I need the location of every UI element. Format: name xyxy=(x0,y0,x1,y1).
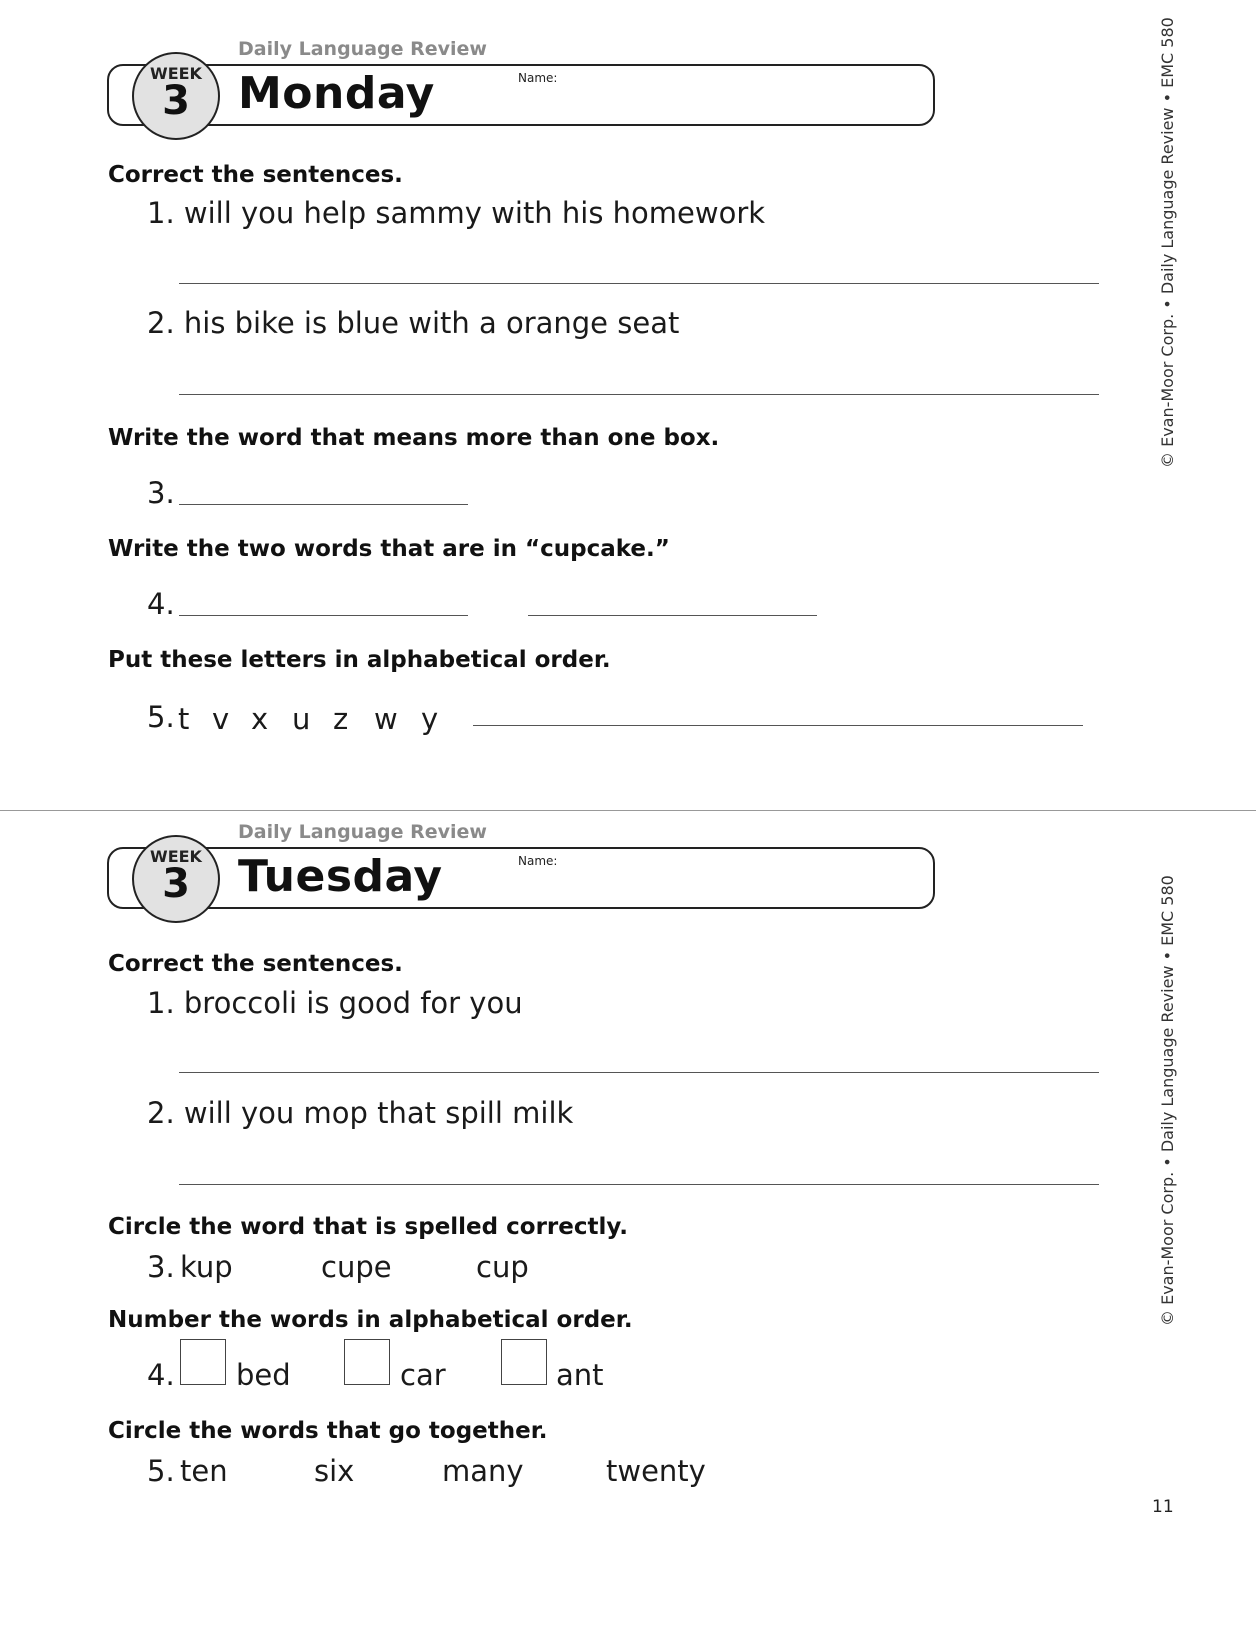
series-title: Daily Language Review xyxy=(238,38,487,60)
number-box[interactable] xyxy=(344,1339,390,1385)
instruction: Write the word that means more than one box. xyxy=(108,425,720,451)
name-label: Name: xyxy=(518,854,558,868)
answer-line[interactable] xyxy=(179,1072,1099,1073)
answer-line[interactable] xyxy=(528,615,817,616)
word-choice[interactable]: six xyxy=(314,1454,355,1488)
letter: v xyxy=(212,702,230,736)
instruction: Put these letters in alphabetical order. xyxy=(108,647,611,673)
question-4-number: 4. xyxy=(147,587,175,621)
word: ant xyxy=(556,1358,604,1392)
question-2: 2. will you mop that spill milk xyxy=(147,1096,574,1130)
answer-line[interactable] xyxy=(179,615,468,616)
word: car xyxy=(400,1358,446,1392)
name-label: Name: xyxy=(518,71,558,85)
side-credit: © Evan-Moor Corp. • Daily Language Review • EMC 580 xyxy=(1158,875,1177,1326)
question-5-number: 5. xyxy=(147,700,175,734)
number-box[interactable] xyxy=(180,1339,226,1385)
question-4-number: 4. xyxy=(147,1358,175,1392)
instruction: Correct the sentences. xyxy=(108,951,403,977)
day-title: Monday xyxy=(238,68,435,119)
word-choice[interactable]: many xyxy=(442,1454,524,1488)
week-number: 3 xyxy=(162,78,190,124)
question-1: 1. will you help sammy with his homework xyxy=(147,196,766,230)
word-choice[interactable]: cup xyxy=(476,1250,529,1284)
instruction: Circle the words that go together. xyxy=(108,1418,548,1444)
instruction: Write the two words that are in “cupcake.” xyxy=(108,536,670,562)
word-choice[interactable]: cupe xyxy=(321,1250,392,1284)
question-2: 2. his bike is blue with a orange seat xyxy=(147,306,680,340)
instruction: Circle the word that is spelled correctly. xyxy=(108,1214,628,1240)
letter: x xyxy=(251,702,269,736)
day-title: Tuesday xyxy=(238,851,443,902)
number-box[interactable] xyxy=(501,1339,547,1385)
letter: t xyxy=(178,702,190,736)
answer-line[interactable] xyxy=(179,504,468,505)
letter: y xyxy=(421,702,439,736)
instruction: Number the words in alphabetical order. xyxy=(108,1307,633,1333)
week-label: WEEK xyxy=(150,847,202,866)
question-5-number: 5. xyxy=(147,1454,175,1488)
page-divider xyxy=(0,810,1256,811)
page-number: 11 xyxy=(1152,1497,1174,1517)
question-3-number: 3. xyxy=(147,476,175,510)
word-choice[interactable]: kup xyxy=(180,1250,233,1284)
side-credit: © Evan-Moor Corp. • Daily Language Review • EMC 580 xyxy=(1158,17,1177,468)
letter: u xyxy=(292,702,311,736)
letter: z xyxy=(333,702,349,736)
word-choice[interactable]: ten xyxy=(180,1454,228,1488)
word-choice[interactable]: twenty xyxy=(606,1454,706,1488)
series-title: Daily Language Review xyxy=(238,821,487,843)
answer-line[interactable] xyxy=(179,1184,1099,1185)
answer-line[interactable] xyxy=(473,725,1083,726)
week-badge xyxy=(132,835,220,923)
letter: w xyxy=(374,702,398,736)
instruction: Correct the sentences. xyxy=(108,162,403,188)
word: bed xyxy=(236,1358,291,1392)
answer-line[interactable] xyxy=(179,394,1099,395)
answer-line[interactable] xyxy=(179,283,1099,284)
week-label: WEEK xyxy=(150,64,202,83)
question-1: 1. broccoli is good for you xyxy=(147,986,523,1020)
week-badge xyxy=(132,52,220,140)
question-3-number: 3. xyxy=(147,1250,175,1284)
week-number: 3 xyxy=(162,861,190,907)
